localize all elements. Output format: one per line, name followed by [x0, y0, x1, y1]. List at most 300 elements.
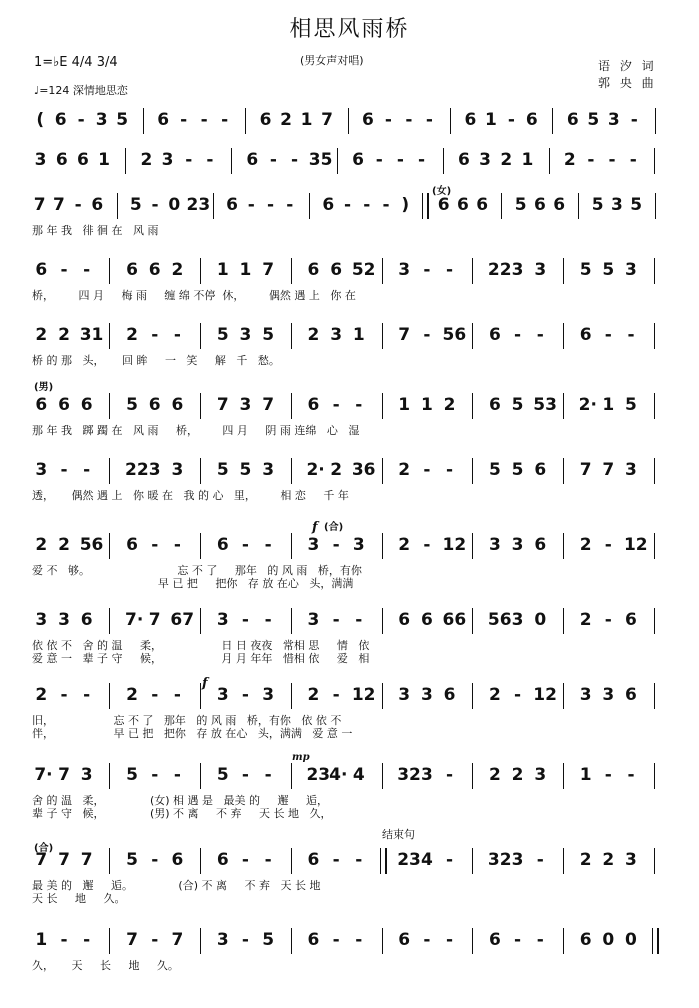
- note: -: [332, 685, 340, 705]
- bar-line: [563, 323, 564, 349]
- note: -: [446, 765, 454, 785]
- note: -: [630, 110, 638, 130]
- note: -: [221, 110, 229, 130]
- note: 3: [625, 460, 637, 480]
- score-row: [0, 395, 699, 425]
- score-row: [0, 850, 699, 880]
- note: -: [355, 610, 363, 630]
- note: 6: [625, 685, 637, 705]
- lyric-line: 辈 子 守 候， (男) 不 离 不 弃 天 长 地 久，: [32, 807, 332, 820]
- note: 3: [398, 260, 411, 280]
- bar-line: [200, 323, 201, 349]
- note: 2: [579, 535, 592, 555]
- note: -: [536, 325, 544, 345]
- note: 6: [148, 395, 161, 415]
- note: -: [343, 195, 352, 215]
- score-row: [0, 110, 699, 140]
- note: 1: [300, 110, 313, 130]
- bar-line: [291, 763, 292, 789]
- note: 56: [487, 610, 512, 630]
- note: 6: [525, 110, 538, 130]
- bar-line: [563, 608, 564, 634]
- note: 7: [58, 850, 70, 870]
- note: 3: [625, 850, 637, 870]
- note: 7: [579, 460, 592, 480]
- note: 53: [533, 395, 557, 415]
- lyric-line: 早 已 把 把你 存 放 在心 头，满满: [32, 577, 354, 590]
- note: -: [185, 150, 193, 170]
- note: 5: [116, 110, 129, 130]
- note: -: [74, 195, 82, 215]
- note: 7: [126, 930, 138, 950]
- note: 5: [579, 260, 592, 280]
- note: 3: [534, 765, 547, 785]
- note: 6: [58, 395, 70, 415]
- score-row: [0, 195, 699, 225]
- bar-line: [563, 393, 564, 419]
- note: -: [423, 930, 431, 950]
- composer-credit: 郭 央 曲: [598, 76, 657, 90]
- bar-line: [382, 763, 383, 789]
- bar-line: [245, 108, 246, 134]
- note: 56: [79, 535, 104, 555]
- note: 2: [126, 325, 138, 345]
- note: -: [332, 930, 340, 950]
- note: 6: [35, 260, 48, 280]
- bar-line: [200, 458, 201, 484]
- note: 7: [262, 260, 275, 280]
- bar-line: [654, 848, 655, 874]
- note: -: [608, 150, 616, 170]
- note: -: [77, 110, 85, 130]
- note: -: [384, 110, 392, 130]
- note: 36: [351, 460, 376, 480]
- note: 0: [534, 610, 547, 630]
- note: -: [264, 610, 272, 630]
- note: 3: [534, 260, 547, 280]
- note: 3: [579, 685, 592, 705]
- bar-line: [143, 108, 144, 134]
- bar-line: [291, 928, 292, 954]
- score-row: [0, 930, 699, 960]
- note: -: [60, 930, 68, 950]
- note: -: [60, 685, 68, 705]
- note: 5: [262, 930, 275, 950]
- note: 3: [488, 535, 501, 555]
- note: -: [332, 395, 340, 415]
- note: 6: [566, 110, 579, 130]
- note: 32: [397, 765, 421, 785]
- double-bar-line: [422, 193, 429, 219]
- note: 2: [126, 685, 138, 705]
- note: (: [36, 110, 45, 130]
- bar-line: [450, 108, 451, 134]
- note: 3: [420, 765, 433, 785]
- bar-line: [549, 148, 550, 174]
- bar-line: [472, 763, 473, 789]
- bar-line: [563, 928, 564, 954]
- chorus-part-label-2: (合): [34, 843, 54, 854]
- note: 3: [161, 150, 174, 170]
- note: -: [423, 260, 431, 280]
- key-signature: 1=♭E 4/4 3/4: [34, 55, 118, 70]
- note: 7·: [125, 610, 144, 630]
- note: 6: [148, 260, 161, 280]
- note: -: [151, 535, 159, 555]
- note: 2: [140, 150, 153, 170]
- note: -: [587, 150, 595, 170]
- note: -: [604, 765, 612, 785]
- note: -: [446, 850, 454, 870]
- bar-line: [291, 323, 292, 349]
- note: -: [514, 325, 522, 345]
- note: -: [151, 685, 159, 705]
- note: 5: [630, 195, 643, 215]
- note: 23: [306, 765, 331, 785]
- note: 6: [307, 850, 320, 870]
- note: -: [423, 460, 431, 480]
- note: 2: [307, 685, 320, 705]
- note: -: [83, 260, 91, 280]
- note: 6: [553, 195, 566, 215]
- note: 6: [625, 610, 637, 630]
- bar-line: [472, 258, 473, 284]
- bar-line: [200, 608, 201, 634]
- bar-line: [337, 148, 338, 174]
- bar-line: [109, 683, 110, 709]
- lyric-line: 桥， 四 月 梅 雨 缠 绵 不停 休， 偶然 遇 上 你 在: [32, 289, 356, 302]
- note: 5: [239, 460, 252, 480]
- bar-line: [348, 108, 349, 134]
- note: -: [241, 610, 249, 630]
- note: 35: [308, 150, 333, 170]
- note: 2: [602, 850, 615, 870]
- note: 7·: [34, 765, 53, 785]
- score-row: [0, 685, 699, 715]
- note: -: [266, 195, 275, 215]
- note: 6: [534, 535, 547, 555]
- note: -: [241, 535, 249, 555]
- note: -: [151, 195, 159, 215]
- note: 6: [307, 930, 320, 950]
- female-part-label: (女): [432, 186, 452, 197]
- note: 4·: [329, 765, 348, 785]
- bar-line: [200, 258, 201, 284]
- note: 6: [246, 150, 259, 170]
- note: -: [206, 150, 214, 170]
- note: -: [446, 460, 454, 480]
- note: 3: [34, 150, 47, 170]
- note: 6: [216, 535, 229, 555]
- note: 32: [487, 850, 512, 870]
- note: 6: [55, 150, 68, 170]
- bar-line: [309, 193, 310, 219]
- note: 6: [171, 395, 184, 415]
- note: 5: [216, 460, 229, 480]
- bar-line: [472, 323, 473, 349]
- note: 22: [487, 260, 512, 280]
- lyric-line: 那 年 我 踯 躅 在 风 雨 桥， 四 月 阴 雨 连绵 心 湿: [32, 424, 360, 437]
- note: -: [332, 535, 340, 555]
- note: -: [173, 535, 181, 555]
- note: -: [425, 110, 433, 130]
- note: 3: [352, 535, 365, 555]
- score-row: [0, 325, 699, 355]
- note: 0: [625, 930, 637, 950]
- note: 3: [511, 850, 524, 870]
- bar-line: [109, 323, 110, 349]
- note: -: [241, 765, 249, 785]
- bar-line: [501, 193, 502, 219]
- note: 6: [534, 195, 546, 215]
- note: 6: [54, 110, 67, 130]
- note: 3: [239, 395, 252, 415]
- note: -: [151, 850, 159, 870]
- note: 6: [579, 325, 592, 345]
- bar-line: [213, 193, 214, 219]
- bar-line: [109, 393, 110, 419]
- bar-line: [472, 683, 473, 709]
- note: -: [514, 685, 522, 705]
- note: 66: [442, 610, 467, 630]
- note: 6: [488, 395, 501, 415]
- bar-line: [578, 193, 579, 219]
- note: 1: [484, 110, 497, 130]
- bar-line: [472, 393, 473, 419]
- note: -: [604, 325, 612, 345]
- note: 3: [607, 110, 620, 130]
- note: 6: [76, 150, 89, 170]
- note: -: [151, 930, 159, 950]
- note: 4: [420, 850, 433, 870]
- note: -: [264, 850, 272, 870]
- note: 6: [398, 930, 411, 950]
- note: 7: [602, 460, 615, 480]
- note: 5: [488, 460, 501, 480]
- bar-line: [654, 763, 655, 789]
- note: 6: [443, 685, 456, 705]
- double-bar-line: [652, 928, 659, 954]
- note: -: [83, 930, 91, 950]
- note: 6: [126, 535, 138, 555]
- note: 2: [35, 685, 48, 705]
- note: 23: [186, 195, 211, 215]
- note: 6: [457, 195, 469, 215]
- note: -: [396, 150, 404, 170]
- note: 3: [171, 460, 184, 480]
- bar-line: [655, 108, 656, 134]
- note: 6: [534, 460, 547, 480]
- note: 2: [500, 150, 513, 170]
- note: -: [180, 110, 188, 130]
- note: 6: [91, 195, 104, 215]
- bar-line: [200, 848, 201, 874]
- bar-line: [655, 193, 656, 219]
- note: 6: [126, 260, 138, 280]
- note: 7: [33, 195, 46, 215]
- bar-line: [382, 928, 383, 954]
- lyric-line: 伴， 早 已 把 把你 存 放 在心 头，满满 爱 意 一: [32, 727, 353, 740]
- note: -: [423, 325, 431, 345]
- note: -: [627, 325, 635, 345]
- note: 7: [171, 930, 184, 950]
- lyricist-credit: 语 汐 词: [598, 59, 657, 73]
- bar-line: [231, 148, 232, 174]
- note: ): [401, 195, 410, 215]
- note: 1: [521, 150, 534, 170]
- bar-line: [109, 533, 110, 559]
- lyric-line: 最 美 的 邂 逅。 (合) 不 离 不 弃 天 长 地: [32, 879, 321, 892]
- note: 2·: [306, 460, 325, 480]
- note: -: [363, 195, 371, 215]
- note: -: [629, 150, 637, 170]
- note: -: [536, 930, 544, 950]
- note: 2: [35, 535, 48, 555]
- note: 4: [352, 765, 365, 785]
- note: -: [83, 460, 91, 480]
- bar-line: [472, 928, 473, 954]
- note: 5: [514, 195, 527, 215]
- note: 5: [511, 460, 524, 480]
- note: 2: [58, 535, 70, 555]
- bar-line: [291, 393, 292, 419]
- note: -: [241, 930, 249, 950]
- note: 1: [398, 395, 411, 415]
- note: 1: [420, 395, 433, 415]
- note: -: [375, 150, 383, 170]
- bar-line: [200, 763, 201, 789]
- note: 6: [420, 610, 433, 630]
- note: 2: [579, 850, 592, 870]
- score-row: [0, 460, 699, 490]
- lyric-line: 依 依 不 舍 的 温 柔， 日 日 夜夜 常相 思 情 依: [32, 639, 370, 652]
- note: -: [446, 930, 454, 950]
- note: 6: [226, 195, 238, 215]
- bar-line: [563, 458, 564, 484]
- note: 6: [362, 110, 374, 130]
- bar-line: [563, 763, 564, 789]
- mezzo-piano-mark: mp: [292, 752, 310, 763]
- note: 5: [216, 325, 229, 345]
- bar-line: [109, 258, 110, 284]
- note: 1: [579, 765, 592, 785]
- note: 5: [587, 110, 600, 130]
- note: 7: [216, 395, 229, 415]
- note: 3: [398, 685, 411, 705]
- note: 2: [398, 535, 411, 555]
- note: 1: [352, 325, 365, 345]
- note: -: [264, 535, 272, 555]
- score-row: [0, 610, 699, 640]
- note: 6: [157, 110, 170, 130]
- note: 3: [95, 110, 108, 130]
- note: 3: [511, 610, 524, 630]
- note: 3: [262, 460, 275, 480]
- note: 5: [625, 395, 637, 415]
- note: 6: [476, 195, 489, 215]
- note: -: [173, 685, 181, 705]
- note: 7: [35, 850, 48, 870]
- note: 7: [80, 850, 93, 870]
- bar-line: [654, 608, 655, 634]
- note: 6: [80, 395, 93, 415]
- note: 22: [125, 460, 149, 480]
- note: 2: [280, 110, 292, 130]
- note: 3: [239, 325, 252, 345]
- note: 5: [216, 765, 229, 785]
- note: 2: [511, 765, 524, 785]
- bar-line: [382, 393, 383, 419]
- note: -: [332, 850, 340, 870]
- bar-line: [291, 458, 292, 484]
- bar-line: [552, 108, 553, 134]
- note: -: [536, 850, 544, 870]
- bar-line: [200, 533, 201, 559]
- ending-label: 结束句: [382, 828, 415, 841]
- note: -: [200, 110, 208, 130]
- note: -: [604, 610, 612, 630]
- bar-line: [382, 323, 383, 349]
- bar-line: [125, 148, 126, 174]
- note: -: [332, 610, 340, 630]
- score-row: [0, 150, 699, 180]
- lyric-line: 舍 的 温 柔， (女) 相 遇 是 最美 的 邂 逅，: [32, 794, 328, 807]
- bar-line: [472, 458, 473, 484]
- note: 6: [322, 195, 335, 215]
- bar-line: [382, 458, 383, 484]
- note: -: [382, 195, 390, 215]
- lyric-line: 那 年 我 徘 徊 在 风 雨: [32, 224, 159, 237]
- score-row: [0, 535, 699, 565]
- note: 6: [579, 930, 592, 950]
- note: 6: [80, 610, 93, 630]
- performance-note: (男女声对唱): [300, 54, 364, 67]
- note: 3: [307, 610, 320, 630]
- bar-line: [472, 608, 473, 634]
- note: -: [269, 150, 277, 170]
- bar-line: [200, 393, 201, 419]
- note: -: [241, 685, 249, 705]
- bar-line: [109, 928, 110, 954]
- bar-line: [291, 258, 292, 284]
- bar-line: [382, 683, 383, 709]
- lyric-line: 桥 的 那 头， 回 眸 一 笑 解 千 愁。: [32, 354, 280, 367]
- bar-line: [109, 608, 110, 634]
- note: 6: [330, 260, 343, 280]
- note: -: [418, 150, 426, 170]
- note: 6: [437, 195, 450, 215]
- note: -: [355, 850, 363, 870]
- note: -: [173, 765, 181, 785]
- bar-line: [382, 533, 383, 559]
- note: 7: [148, 610, 161, 630]
- note: 1: [239, 260, 252, 280]
- note: 1: [602, 395, 615, 415]
- note: 1: [35, 930, 48, 950]
- note: 3: [602, 685, 615, 705]
- lyric-line: 久， 天 长 地 久。: [32, 959, 179, 972]
- note: 7: [52, 195, 65, 215]
- note: -: [627, 765, 635, 785]
- bar-line: [291, 608, 292, 634]
- note: -: [355, 930, 363, 950]
- note: 2: [58, 325, 70, 345]
- note: 52: [351, 260, 376, 280]
- song-title: 相思风雨桥: [289, 17, 410, 42]
- note: 6: [352, 150, 364, 170]
- bar-line: [291, 848, 292, 874]
- note: -: [507, 110, 515, 130]
